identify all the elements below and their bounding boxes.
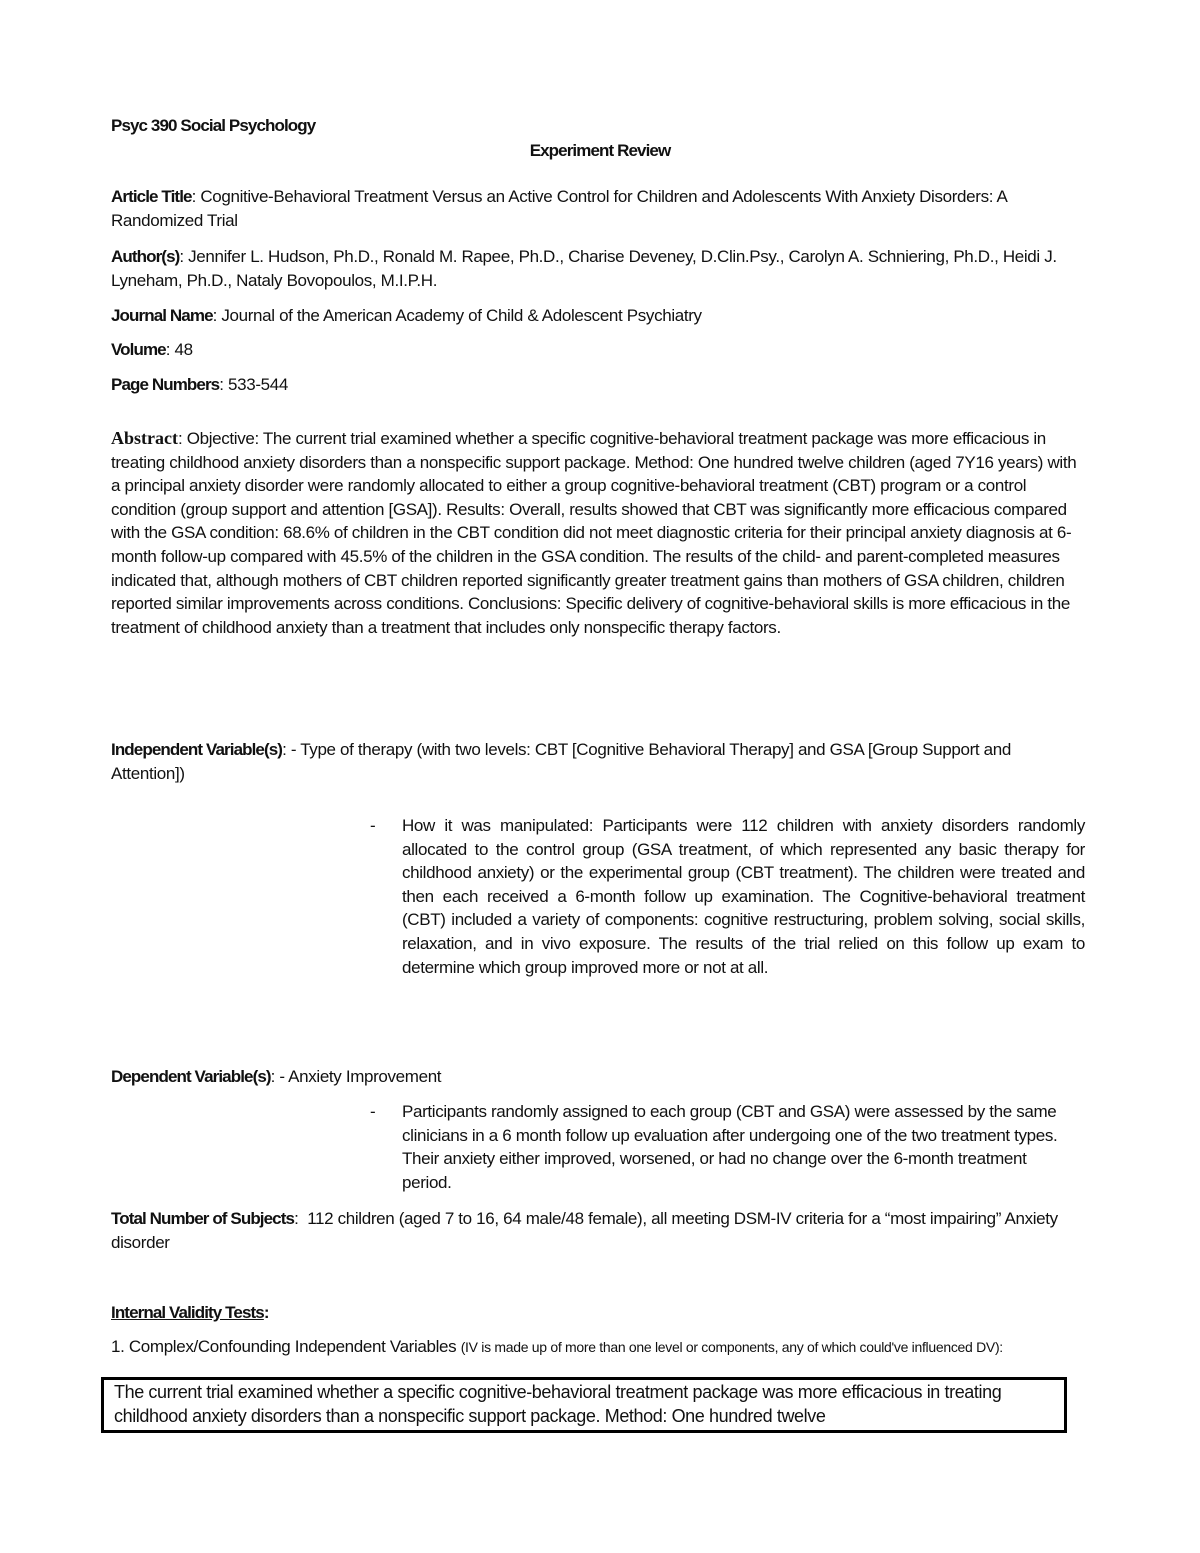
abstract-value: Objective: The current trial examined whether a specific cognitive-behavioral treatment package was more efficacious in treating childhood anxiety disorders than a nonspecific support package. Method: One hundred twelve children (aged 7Y16 years) with a principal anxiety disorder were randomly allocated to either a group cognitive-behavioral treatment (CBT) program or a control condition (group support and attention [GSA]). Results: Overall, results showed that CBT was significantly more efficacious compared with the GSA condition: 68.6% of children in the CBT condition did not meet diagnostic criteria for their principal anxiety diagnosis at 6-month follow-up compared with 45.5% of the children in the GSA condition. The results of the child- and parent-completed measures indicated that, although mothers of CBT children reported significantly greater treatment gains than mothers of GSA children, children reported similar improvements across conditions. Conclusions: Specific delivery of cognitive-behavioral skills is more efficacious in the treatment of childhood anxiety than a treatment that includes only nonspecific therapy factors.	[111, 429, 1077, 637]
authors-label: Author(s)	[111, 247, 180, 266]
volume-value: 48	[174, 340, 193, 359]
dv-bullet-text: Participants randomly assigned to each group (CBT and GSA) were assessed by the same clinicians in a 6 month follow up evaluation after undergoing one of the two treatment types. Their anxiety either improved, worsened, or had no change over the 6-month treatment period.	[402, 1102, 1058, 1192]
article-title-label: Article Title	[111, 187, 192, 206]
abstract-field: Abstract: Objective: The current trial examined whether a specific cognitive-behavioral treatment package was more efficacious in treating childhood anxiety disorders than a nonspecific support package. Method: One hundred twelve children (aged 7Y16 years) with a principal anxiety disorder were randomly allocated to either a group cognitive-behavioral treatment (CBT) program or a control condition (group support and attention [GSA]). Results: Overall, results showed that CBT was significantly more efficacious compared with the GSA condition: 68.6% of children in the CBT condition did not meet diagnostic criteria for their principal anxiety diagnosis at 6-month follow-up compared with 45.5% of the children in the GSA condition. The results of the child- and parent-completed measures indicated that, although mothers of CBT children reported significantly greater treatment gains than mothers of GSA children, children reported similar improvements across conditions. Conclusions: Specific delivery of cognitive-behavioral skills is more efficacious in the treatment of childhood anxiety than a treatment that includes only nonspecific therapy factors.	[111, 428, 1077, 637]
pages-value: 533-544	[228, 375, 288, 394]
course-title: Psyc 390 Social Psychology	[111, 116, 316, 135]
iv-label: Independent Variable(s)	[111, 740, 283, 759]
journal-field: Journal Name: Journal of the American Academy of Child & Adolescent Psychiatry	[111, 306, 702, 325]
bullet-dash: -	[370, 816, 376, 835]
volume-field: Volume: 48	[111, 340, 193, 359]
journal-label: Journal Name	[111, 306, 213, 325]
subjects-label: Total Number of Subjects	[111, 1209, 295, 1228]
pages-label: Page Numbers	[111, 375, 220, 394]
iv-bullet	[370, 814, 1085, 979]
dv-bullet	[370, 1100, 1070, 1194]
bullet-dash: -	[370, 1102, 376, 1121]
authors-field: Author(s): Jennifer L. Hudson, Ph.D., Ronald M. Rapee, Ph.D., Charise Deveney, D.Clin.Psy., Carolyn A. Schniering, Ph.D., Heidi J. Lyneham, Ph.D., Nataly Bovopoulos, M.I.P.H.	[111, 247, 1057, 290]
iv-bullet-text: How it was manipulated: Participants were 112 children with anxiety disorders randomly allocated to the control group (GSA treatment, of which represented any basic therapy for childhood anxiety) or the experimental group (CBT treatment). The children were treated and then each received a 6-month follow up examination. The Cognitive-behavioral treatment (CBT) included a variety of components: cognitive restructuring, problem solving, social skills, relaxation, and in vivo exposure. The results of the trial relied on this follow up exam to determine which group improved more or not at all.	[402, 816, 1085, 977]
dv-label: Dependent Variable(s)	[111, 1067, 271, 1086]
internal-validity-heading: Internal Validity Tests:	[111, 1303, 269, 1322]
iv-value: - Type of therapy (with two levels: CBT [Cognitive Behavioral Therapy] and GSA [Group Support and Attention])	[111, 740, 1011, 783]
article-title-field: Article Title: Cognitive-Behavioral Treatment Versus an Active Control for Children and Adolescents With Anxiety Disorders: A Randomized Trial	[111, 187, 1007, 230]
iv-field: Independent Variable(s): - Type of therapy (with two levels: CBT [Cognitive Behavioral Therapy] and GSA [Group Support and Attention])	[111, 740, 1011, 783]
internal-item-1-note: (IV is made up of more than one level or components, any of which could've influenced DV):	[460, 1339, 1003, 1355]
article-title-value: Cognitive-Behavioral Treatment Versus an Active Control for Children and Adolescents With Anxiety Disorders: A Randomized Trial	[111, 187, 1007, 230]
abstract-label: Abstract	[111, 428, 178, 448]
subjects-field: Total Number of Subjects: 112 children (aged 7 to 16, 64 male/48 female), all meeting DSM-IV criteria for a “most impairing” Anxiety disorder	[111, 1209, 1058, 1252]
subjects-value: 112 children (aged 7 to 16, 64 male/48 female), all meeting DSM-IV criteria for a “most impairing” Anxiety disorder	[111, 1209, 1058, 1252]
internal-item-1-title: 1. Complex/Confounding Independent Variables	[111, 1337, 457, 1356]
journal-value: Journal of the American Academy of Child & Adolescent Psychiatry	[221, 306, 702, 325]
volume-label: Volume	[111, 340, 166, 359]
authors-value: Jennifer L. Hudson, Ph.D., Ronald M. Rapee, Ph.D., Charise Deveney, D.Clin.Psy., Carolyn A. Schniering, Ph.D., Heidi J. Lyneham, Ph.D., Nataly Bovopoulos, M.I.P.H.	[111, 247, 1057, 290]
dv-field: Dependent Variable(s): - Anxiety Improvement	[111, 1067, 442, 1086]
dv-value: - Anxiety Improvement	[279, 1067, 442, 1086]
answer-box[interactable]: The current trial examined whether a specific cognitive-behavioral treatment package was more efficacious in treating childhood anxiety disorders than a nonspecific support package. Method: One hundred twelve	[101, 1377, 1067, 1433]
internal-item-1	[111, 1336, 1071, 1358]
pages-field: Page Numbers: 533-544	[111, 375, 288, 394]
page-heading: Experiment Review	[529, 141, 671, 160]
